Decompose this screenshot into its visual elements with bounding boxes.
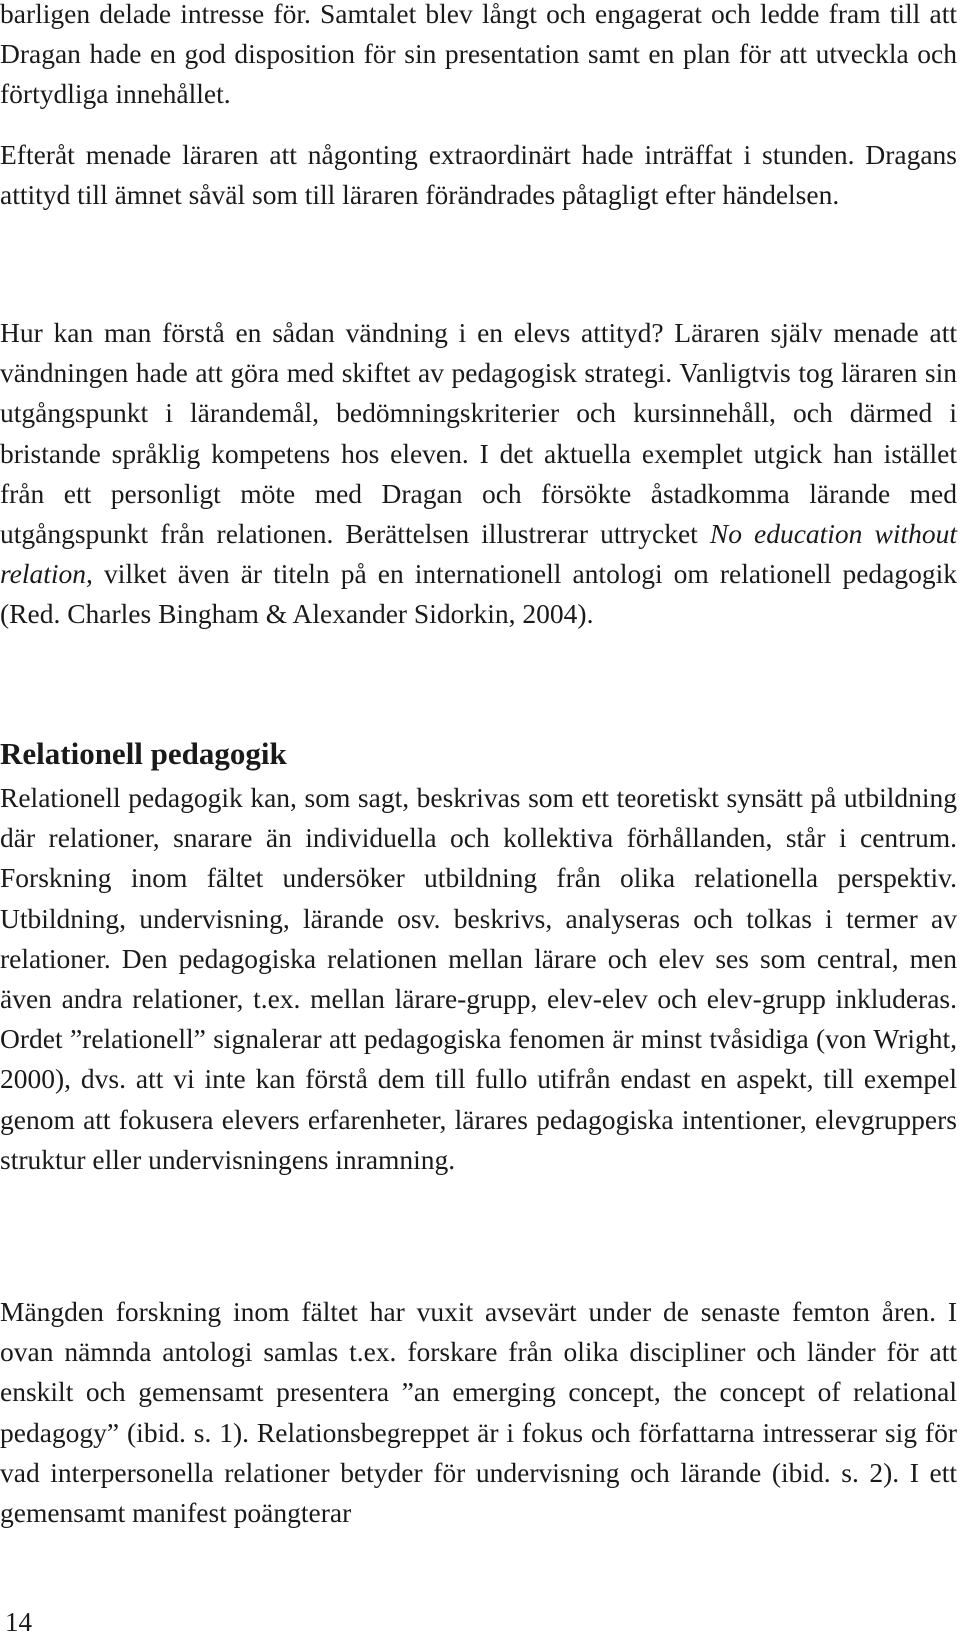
paragraph-relational-pedagogy-definition: Relationell pedagogik kan, som sagt, beskrivas som ett teoretiskt synsätt på utbildning där relationer, snarare än individuella och kollektiva förhållanden, står i centrum. Forskning inom fältet undersöker utbildning från olika relationella perspektiv. Utbildning, undervisning, lärande osv. beskrivs, analyseras och tolkas i termer av relationer. Den pedagogiska relationen mellan lärare och elev ses som central, men även andra relationer, t.ex. mellan lärare-grupp, elev-elev och elev-grupp inkluderas. Ordet ”relationell” signalerar att pedagogiska fenomen är minst tvåsidiga (von Wright, 2000), dvs. att vi inte kan förstå dem till fullo utifrån endast en aspekt, till exempel genom att fokusera elevers erfarenheter, lärares pedagogiska intentioner, elevgruppers struktur eller undervisningens inramning. xyxy=(0,782,957,1175)
paragraph-attitude-shift xyxy=(0,313,957,635)
paragraph-dragan-discussion: barligen delade intresse för. Samtalet blev långt och engagerat och ledde fram till att Dragan hade en god disposition för sin presentation samt en plan för att utveckla och förtydliga innehållet. xyxy=(0,0,957,110)
paragraph-teacher-reflection: Efteråt menade läraren att någonting extraordinärt hade inträffat i stunden. Dragans attityd till ämnet såväl som till läraren förändrades påtagligt efter händelsen. xyxy=(0,139,957,211)
paragraph-attitude-shift-text-end: vilket även är titeln på en internationell antologi om relationell pedagogik (Red. Charles Bingham & Alexander Sidorkin, 2004). xyxy=(0,558,957,630)
page-number: 14 xyxy=(5,1607,32,1637)
book-title-italic: No education without relation, xyxy=(0,518,957,590)
paragraph-attitude-shift-text-start: Hur kan man förstå en sådan vändning i en elevs attityd? Läraren själv menade att vändningen hade att göra med skiftet av pedagogisk strategi. Vanligtvis tog läraren sin utgångspunkt i lärandemål, bedömningskriterier och kursinnehåll, och därmed i bristande språklig kompetens hos eleven. I det aktuella exemplet utgick han istället från ett personligt möte med Dragan och försökte åstadkomma lärande med utgångspunkt från relationen. Berättelsen illustrerar uttrycket xyxy=(0,317,957,550)
paragraph-research-growth: Mängden forskning inom fältet har vuxit avsevärt under de senaste femton åren. I ovan nämnda antologi samlas t.ex. forskare från olika discipliner och länder för att enskilt och gemensamt presentera ”an emerging concept, the concept of relational pedagogy” (ibid. s. 1). Relationsbegreppet är i fokus och författarna intresserar sig för vad interpersonella relationer betyder för undervisning och lärande (ibid. s. 2). I ett gemensamt manifest poängterar xyxy=(0,1296,957,1529)
section-heading: Relationell pedagogik xyxy=(0,736,287,771)
